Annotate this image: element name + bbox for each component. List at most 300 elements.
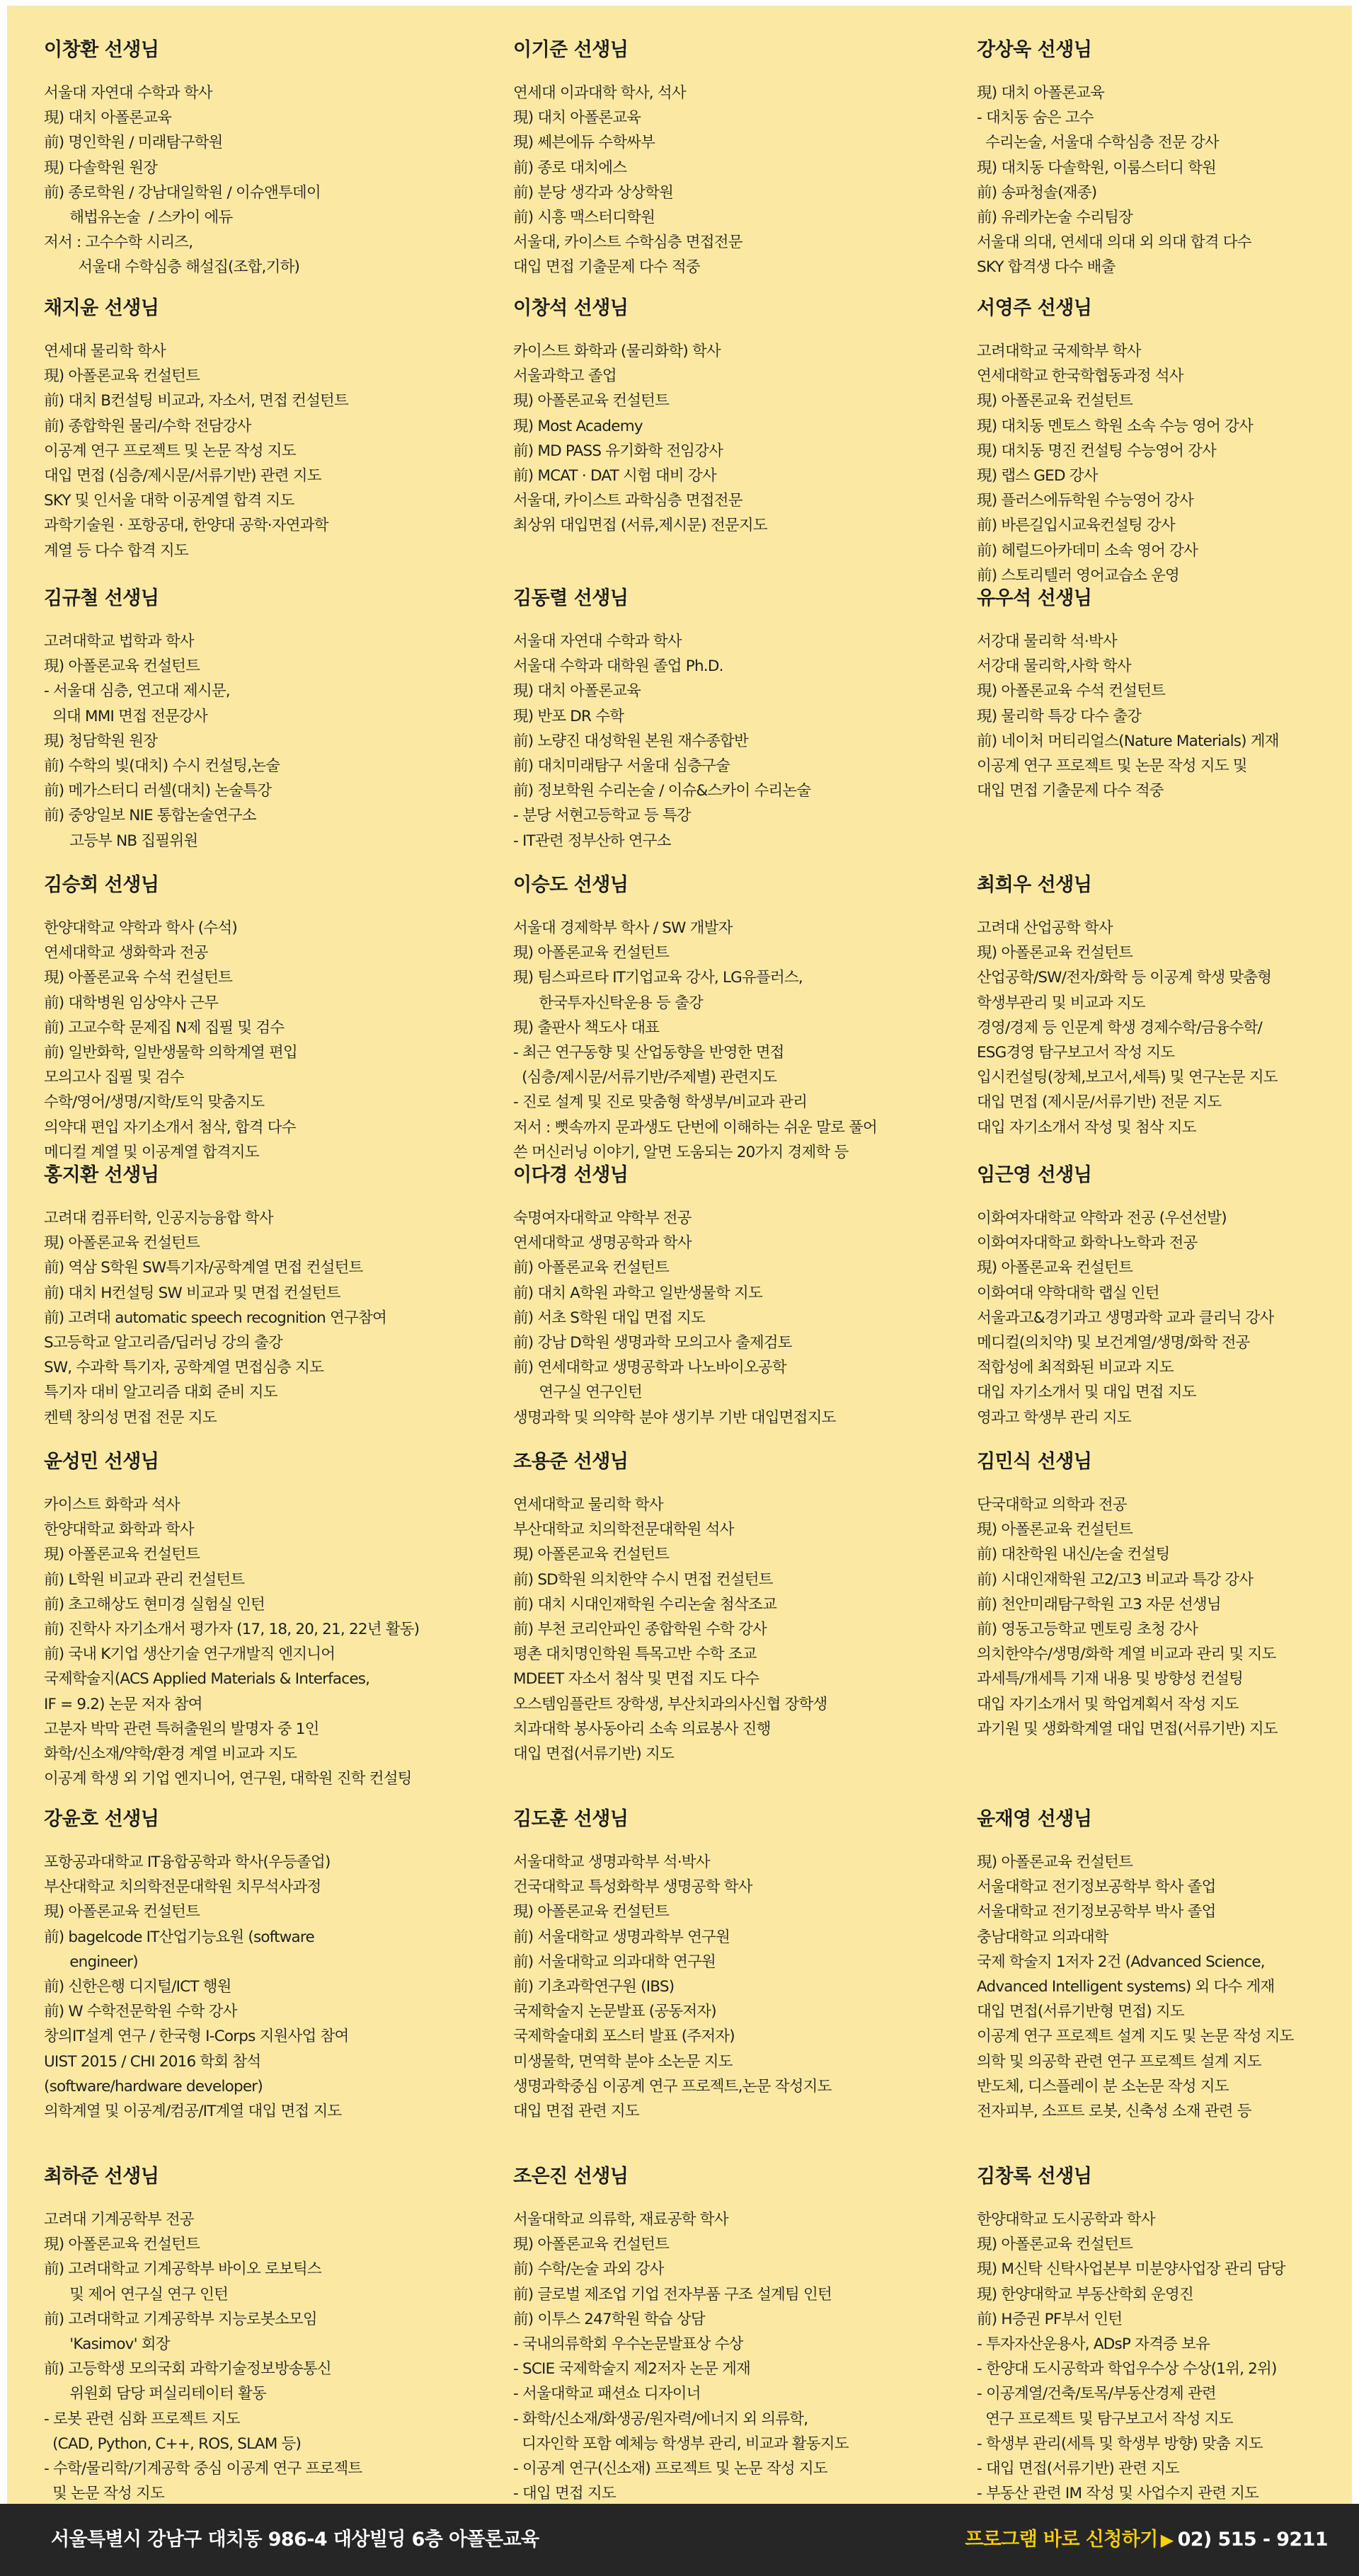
career-line: 現) 출판사 책도사 대표 <box>513 1018 660 1037</box>
teacher-name <box>44 582 504 612</box>
career-line: 연세대학교 한국학협동과정 석사 <box>977 367 1183 386</box>
career-line: 現) 대치동 명진 컨설팅 수능영어 강사 <box>977 442 1217 460</box>
career-line: 前) 일반화학, 일반생물학 의학계열 편입 <box>44 1044 297 1062</box>
career-line: 연구실 연구인턴 <box>513 1384 643 1402</box>
teacher-name <box>44 2161 504 2190</box>
teacher-career-list <box>977 81 1359 280</box>
career-line: 연세대 물리학 학사 <box>44 343 166 360</box>
career-line: 서울대, 카이스트 수학심층 면접전문 <box>513 234 742 252</box>
career-line: 現) 아폴론교육 컨설턴트 <box>44 1903 200 1921</box>
career-line: 前) 고려대학교 기계공학부 바이오 로보틱스 <box>44 2260 321 2279</box>
apply-label[interactable]: 프로그램 바로 신청하기 <box>965 2529 1158 2551</box>
career-line: 생명과학중심 이공계 연구 프로젝트,논문 작성지도 <box>513 2077 832 2095</box>
career-line: 메디컬(의치약) 및 보건계열/생명/화학 전공 <box>977 1334 1250 1352</box>
career-line: 및 논문 작성 지도 <box>44 2485 164 2503</box>
career-line: 서울대 의대, 연세대 의대 외 의대 합격 다수 <box>977 234 1251 252</box>
teacher-title-suffix: 선생님 <box>104 587 159 609</box>
teacher-career-list <box>44 1850 504 2124</box>
teacher-name-text: 김동렬 <box>513 587 568 609</box>
career-line: 이화여자대학교 약학과 전공 (우선선발) <box>977 1209 1227 1227</box>
teacher-name <box>513 869 973 899</box>
career-line: 前) W 수학전문학원 수학 강사 <box>44 2003 237 2021</box>
teacher-career-list <box>513 2207 973 2506</box>
career-line: 前) 국내 K기업 생산기술 연구개발직 엔지니어 <box>44 1645 336 1664</box>
career-line: 단국대학교 의학과 전공 <box>977 1496 1127 1514</box>
teacher-card <box>977 869 1359 1140</box>
career-line: 충남대학교 의과대학 <box>977 1928 1108 1946</box>
career-line: 서울대 자연대 수학과 학사 <box>513 633 682 650</box>
career-line: - 이공계 연구(신소재) 프로젝트 및 논문 작성 지도 <box>513 2460 827 2478</box>
teacher-card <box>44 582 504 853</box>
career-line: MDEET 자소서 첨삭 및 면접 지도 다수 <box>513 1670 759 1689</box>
career-line: 건국대학교 특성화학부 생명공학 학사 <box>513 1878 752 1897</box>
teacher-title-suffix: 선생님 <box>1037 1164 1092 1186</box>
teacher-name-text: 임근영 <box>977 1164 1031 1186</box>
career-line: 前) 수학/논술 과외 강사 <box>513 2260 664 2279</box>
career-line: 숙명여자대학교 약학부 전공 <box>513 1209 692 1227</box>
career-line: (CAD, Python, C++, ROS, SLAM 등) <box>44 2434 302 2453</box>
career-line: 의학 및 의공학 관련 연구 프로젝트 설계 지도 <box>977 2052 1261 2071</box>
career-line: 現) 아폴론교육 수석 컨설턴트 <box>44 969 233 987</box>
career-line: 前) 대치미래탐구 서울대 심층구술 <box>513 757 730 776</box>
career-line: 前) 네이처 머티리얼스(Nature Materials) 게재 <box>977 732 1279 750</box>
footer-address: 서울특별시 강남구 대치동 986-4 대상빌딩 6층 아폴론교육 <box>51 2529 539 2551</box>
teacher-name <box>513 1803 973 1833</box>
career-line: 서울대학교 의류학, 재료공학 학사 <box>513 2211 728 2229</box>
teacher-title-suffix: 선생님 <box>1037 297 1092 319</box>
career-line: 現) 팀스파르타 IT기업교육 강사, LG유플러스, <box>513 969 803 987</box>
footer-bar <box>0 2504 1359 2576</box>
career-line: 과세특/개세특 기재 내용 및 방향성 컨설팅 <box>977 1670 1244 1689</box>
career-line: 現) Most Academy <box>513 417 643 435</box>
career-line: 저서 : 뻣속까지 문과생도 단번에 이해하는 쉬운 말로 풀어 <box>513 1118 878 1137</box>
career-line: 서강대 물리학 석·박사 <box>977 633 1117 650</box>
teacher-career-list <box>513 1850 973 2124</box>
teacher-name-text: 최하준 <box>44 2166 98 2187</box>
career-line: 現) 대치동 다솔학원, 이룸스터디 학원 <box>977 159 1217 177</box>
teacher-name <box>977 292 1359 322</box>
teacher-title-suffix: 선생님 <box>104 39 159 61</box>
career-line: 화학/신소재/약학/환경 계열 비교과 지도 <box>44 1745 297 1764</box>
career-line: - 최근 연구동향 및 산업동향을 반영한 면접 <box>513 1044 784 1062</box>
teacher-title-suffix: 선생님 <box>1037 1451 1092 1473</box>
career-line: SKY 합격생 다수 배출 <box>977 258 1116 277</box>
career-line: 前) 메가스터디 러셀(대치) 논술특강 <box>44 782 272 800</box>
teacher-name-text: 김창록 <box>977 2166 1031 2187</box>
teacher-name <box>513 1446 973 1476</box>
career-line: 前) 송파청솔(재종) <box>977 183 1097 202</box>
career-line: 이공계 학생 외 기업 엔지니어, 연구원, 대학원 진학 컨설팅 <box>44 1770 412 1788</box>
career-line: 저서 : 고수수학 시리즈, <box>44 234 193 252</box>
teacher-name <box>44 1159 504 1189</box>
career-line: 과기원 및 생화학계열 대입 면접(서류기반) 지도 <box>977 1720 1278 1738</box>
teacher-career-list <box>977 1493 1359 1742</box>
career-line: 수학/영어/생명/지학/토익 맞춤지도 <box>44 1093 265 1112</box>
teacher-name <box>44 1803 504 1833</box>
career-line: 이화여대 약학대학 랩실 인턴 <box>977 1284 1159 1302</box>
teacher-name-text: 김승회 <box>44 874 98 896</box>
career-line: 前) 수학의 빛(대치) 수시 컨설팅,논술 <box>44 757 280 776</box>
teacher-title-suffix: 선생님 <box>1037 587 1092 609</box>
career-line: 전자피부, 소프트 로봇, 신축성 소재 관련 등 <box>977 2103 1251 2121</box>
career-line: 現) 한양대학교 부동산학회 운영진 <box>977 2285 1193 2304</box>
teacher-name-text: 조은진 <box>513 2166 568 2187</box>
career-line: 前) 분당 생각과 상상학원 <box>513 183 674 202</box>
career-line: 서울대 자연대 수학과 학사 <box>44 84 212 102</box>
career-line: 학생부관리 및 비교과 지도 <box>977 994 1145 1012</box>
teacher-name <box>513 34 973 64</box>
teacher-card <box>977 292 1359 588</box>
career-line: - 대치동 숨은 고수 <box>977 109 1094 127</box>
career-line: 前) 강남 D학원 생명과학 모의고사 출제검토 <box>513 1334 792 1352</box>
career-line: 서울대, 카이스트 과학심층 면접전문 <box>513 492 742 510</box>
career-line: 고려대 기계공학부 전공 <box>44 2211 194 2229</box>
career-line: 前) 영동고등학교 멘토링 초청 강사 <box>977 1621 1198 1639</box>
teacher-card <box>44 869 504 1165</box>
teacher-card <box>977 1159 1359 1430</box>
teacher-career-list <box>44 916 504 1165</box>
career-line: 前) 대치 B컨설팅 비교과, 자소서, 면접 컨설턴트 <box>44 392 348 410</box>
teacher-title-suffix: 선생님 <box>573 874 629 896</box>
career-line: 서울대 수학심층 해설집(조합,기하) <box>44 258 300 277</box>
career-line: 前) 시대인재학원 고2/고3 비교과 특강 강사 <box>977 1570 1254 1589</box>
career-line: 現) 아폴론교육 컨설턴트 <box>513 1903 670 1921</box>
career-line: 쓴 머신러닝 이야기, 알면 도움되는 20가지 경제학 등 <box>513 1143 849 1161</box>
career-line: 대입 자기소개서 및 대입 면접 지도 <box>977 1384 1196 1402</box>
career-line: 생명과학 및 의약학 분야 생기부 기반 대입면접지도 <box>513 1408 836 1427</box>
teacher-career-list <box>513 629 973 853</box>
career-line: 고려대 산업공학 학사 <box>977 919 1113 937</box>
teacher-career-list <box>977 629 1359 803</box>
career-line: 오스템임플란트 장학생, 부산치과의사신협 장학생 <box>513 1695 827 1713</box>
career-line: SKY 및 인서울 대학 이공계열 합격 지도 <box>44 492 294 510</box>
teacher-title-suffix: 선생님 <box>104 874 159 896</box>
teacher-name-text: 강상욱 <box>977 39 1031 61</box>
career-line: 부산대학교 치의학전문대학원 석사 <box>513 1521 734 1539</box>
teacher-card <box>513 1446 973 1766</box>
teacher-title-suffix: 선생님 <box>1037 39 1092 61</box>
career-line: 카이스트 화학과 (물리화학) 학사 <box>513 343 721 360</box>
career-line: UIST 2015 / CHI 2016 학회 참석 <box>44 2052 261 2071</box>
career-line: 및 제어 연구실 연구 인턴 <box>44 2285 229 2304</box>
teacher-title-suffix: 선생님 <box>573 39 629 61</box>
teacher-card <box>977 34 1359 280</box>
career-line: 서강대 물리학,사학 학사 <box>977 657 1131 676</box>
career-line: (software/hardware developer) <box>44 2077 263 2095</box>
teacher-name-text: 김규철 <box>44 587 98 609</box>
career-line: 대입 면접 (제시문/서류기반) 전문 지도 <box>977 1093 1222 1112</box>
teacher-card <box>44 1446 504 1791</box>
career-line: 現) 랩스 GED 강사 <box>977 467 1098 485</box>
career-line: 現) 아폴론교육 컨설턴트 <box>977 1521 1133 1539</box>
teacher-career-list <box>44 339 504 563</box>
teacher-career-list <box>44 2207 504 2506</box>
career-line: - 진로 설계 및 진로 맞춤형 학생부/비교과 관리 <box>513 1093 808 1112</box>
career-line: - 서울대학교 패션쇼 디자이너 <box>513 2385 701 2403</box>
career-line: 現) 아폴론교육 컨설턴트 <box>977 1853 1133 1871</box>
career-line: 前) 천안미래탐구학원 고3 자문 선생님 <box>977 1595 1221 1614</box>
career-line: - 대입 면접 지도 <box>513 2485 616 2503</box>
teacher-title-suffix: 선생님 <box>573 2166 629 2187</box>
teacher-name <box>977 1159 1359 1189</box>
teacher-title-suffix: 선생님 <box>573 1808 629 1830</box>
teacher-name <box>977 582 1359 612</box>
teacher-name <box>44 869 504 899</box>
teacher-name <box>44 292 504 322</box>
teacher-career-list <box>44 81 504 280</box>
career-line: 現) 아폴론교육 컨설턴트 <box>44 1234 200 1253</box>
teacher-name-text: 윤재영 <box>977 1808 1031 1830</box>
teacher-name-text: 서영주 <box>977 297 1031 319</box>
career-line: 이공계 연구 프로젝트 설계 지도 및 논문 작성 지도 <box>977 2028 1294 2046</box>
teacher-card <box>977 582 1359 803</box>
teacher-career-list <box>44 629 504 853</box>
career-line: 現) 아폴론교육 컨설턴트 <box>977 944 1133 962</box>
career-line: - 화학/신소재/화생공/원자력/에너지 외 의류학, <box>513 2410 808 2428</box>
career-line: 이공계 연구 프로젝트 및 논문 작성 지도 및 <box>977 757 1247 776</box>
career-line: 前) 아폴론교육 컨설턴트 <box>513 1259 670 1277</box>
career-line: 해법유논술 / 스카이 에듀 <box>44 209 233 227</box>
career-line: 최상위 대입면접 (서류,제시문) 전문지도 <box>513 517 767 535</box>
career-line: 고려대학교 국제학부 학사 <box>977 343 1141 360</box>
career-line: 現) 대치 아폴론교육 <box>513 109 641 127</box>
teacher-name <box>513 582 973 612</box>
teacher-card <box>44 1159 504 1430</box>
career-line: 평촌 대치명인학원 특목고반 수학 조교 <box>513 1645 757 1664</box>
career-line: 前) SD학원 의치한약 수시 면접 컨설턴트 <box>513 1570 773 1589</box>
career-line: 現) 대치동 멘토스 학원 소속 수능 영어 강사 <box>977 417 1254 435</box>
teacher-name <box>513 292 973 322</box>
career-line: - IT관련 정부산하 연구소 <box>513 832 671 850</box>
career-line: 위원회 담당 퍼실리테이터 활동 <box>44 2385 266 2403</box>
career-line: 前) MCAT · DAT 시험 대비 강사 <box>513 467 716 485</box>
career-line: 카이스트 화학과 석사 <box>44 1496 180 1514</box>
career-line: 現) 아폴론교육 컨설턴트 <box>513 944 670 962</box>
career-line: 국제 학술지 1저자 2건 (Advanced Science, <box>977 1953 1265 1971</box>
career-line: engineer) <box>44 1953 138 1971</box>
teacher-card <box>513 292 973 539</box>
career-line: 의약대 편입 자기소개서 첨삭, 합격 다수 <box>44 1118 296 1137</box>
career-line: 이화여자대학교 화학나노학과 전공 <box>977 1234 1198 1253</box>
teacher-name-text: 채지윤 <box>44 297 98 319</box>
teacher-card <box>977 1803 1359 2124</box>
career-line: 서울대학교 생명과학부 석·박사 <box>513 1853 710 1871</box>
career-line: 現) 아폴론교육 컨설턴트 <box>977 2236 1133 2254</box>
career-line: 現) 반포 DR 수학 <box>513 707 624 725</box>
teacher-title-suffix: 선생님 <box>104 1164 159 1186</box>
apply-link[interactable] <box>965 2524 1328 2551</box>
career-line: 前) 고교수학 문제집 N제 집필 및 검수 <box>44 1018 285 1037</box>
teacher-name <box>977 869 1359 899</box>
teacher-card <box>513 1803 973 2124</box>
career-line: 의치한약수/생명/화학 계열 비교과 관리 및 지도 <box>977 1645 1276 1664</box>
teacher-name <box>44 34 504 64</box>
career-line: 미생물학, 면역학 분야 소논문 지도 <box>513 2052 733 2071</box>
career-line: 고려대 컴퓨터학, 인공지능융합 학사 <box>44 1209 273 1227</box>
career-line: 前) 대치 시대인재학원 수리논술 첨삭조교 <box>513 1595 776 1614</box>
career-line: 前) bagelcode IT산업기능요원 (software <box>44 1928 314 1946</box>
career-line: 모의고사 집필 및 검수 <box>44 1069 184 1087</box>
teacher-name-text: 이창석 <box>513 297 568 319</box>
career-line: 現) 대치 아폴론교육 <box>44 109 172 127</box>
teacher-title-suffix: 선생님 <box>573 297 629 319</box>
career-line: (심층/제시문/서류기반/주제별) 관련지도 <box>513 1069 777 1087</box>
teacher-name-text: 김민식 <box>977 1451 1031 1473</box>
teacher-name <box>513 2161 973 2190</box>
career-line: 前) 대치 H컨설팅 SW 비교과 및 면접 컨설턴트 <box>44 1284 340 1302</box>
career-line: 대입 자기소개서 작성 및 첨삭 지도 <box>977 1118 1196 1137</box>
career-line: 現) 아폴론교육 컨설턴트 <box>513 392 670 410</box>
career-line: 부산대학교 치의학전문대학원 치무석사과정 <box>44 1878 321 1897</box>
career-line: 'Kasimov' 회장 <box>44 2335 170 2354</box>
career-line: 한양대학교 약학과 학사 (수석) <box>44 919 237 937</box>
career-line: 서울대학교 전기정보공학부 학사 졸업 <box>977 1878 1216 1897</box>
teacher-card <box>44 34 504 280</box>
career-line: 前) 스토리텔러 영어교습소 운영 <box>977 566 1180 585</box>
career-line: 서울대 경제학부 학사 / SW 개발자 <box>513 919 733 937</box>
career-line: 서울과학고 졸업 <box>513 367 617 386</box>
career-line: 前) 대치 A학원 과학고 일반생물학 지도 <box>513 1284 762 1302</box>
career-line: - 수학/물리학/기계공학 중심 이공계 연구 프로젝트 <box>44 2460 362 2478</box>
career-line: - 학생부 관리(세특 및 학생부 방향) 맞춤 지도 <box>977 2434 1263 2453</box>
career-line: 과학기술원 · 포항공대, 한양대 공학·자연과학 <box>44 517 328 535</box>
career-line: 現) 물리학 특강 다수 출강 <box>977 707 1142 725</box>
teacher-name-text: 유우석 <box>977 587 1031 609</box>
teacher-name-text: 조용준 <box>513 1451 568 1473</box>
career-line: 이공계 연구 프로젝트 및 논문 작성 지도 <box>44 442 296 460</box>
career-line: 前) 헤럴드아카데미 소속 영어 강사 <box>977 541 1198 560</box>
career-line: 대입 면접 기출문제 다수 적중 <box>513 258 700 277</box>
teacher-name-text: 윤성민 <box>44 1451 98 1473</box>
teacher-career-list <box>513 1206 973 1430</box>
career-line: 국제학술지(ACS Applied Materials & Interfaces, <box>44 1670 370 1689</box>
teacher-name-text: 강윤호 <box>44 1808 98 1830</box>
career-line: 메디컬 계열 및 이공계열 합격지도 <box>44 1143 259 1161</box>
career-line: 디자인학 포함 예체능 학생부 관리, 비교과 활동지도 <box>513 2434 849 2453</box>
teacher-title-suffix: 선생님 <box>104 1451 159 1473</box>
career-line: 한양대학교 화학과 학사 <box>44 1521 194 1539</box>
career-line: 前) 종로 대치에스 <box>513 159 627 177</box>
career-line: 前) 고등학생 모의국회 과학기술정보방송통신 <box>44 2360 331 2379</box>
teacher-card <box>513 34 973 280</box>
career-line: - SCIE 국제학술지 제2저자 논문 게재 <box>513 2360 751 2379</box>
career-line: 現) 플러스에듀학원 수능영어 강사 <box>977 492 1193 510</box>
career-line: - 투자자산운용사, ADsP 자격증 보유 <box>977 2335 1210 2354</box>
career-line: 現) 대치 아폴론교육 <box>977 84 1105 102</box>
career-line: 특기자 대비 알고리즘 대회 준비 지도 <box>44 1384 277 1402</box>
career-line: 대입 면접 (심층/제시문/서류기반) 관련 지도 <box>44 467 321 485</box>
career-line: - 이공계열/건축/토목/부동산경제 관련 <box>977 2385 1216 2403</box>
teacher-career-list <box>977 339 1359 588</box>
career-line: - 로봇 관련 심화 프로젝트 지도 <box>44 2410 240 2428</box>
career-line: 前) 서울대학교 생명과학부 연구원 <box>513 1928 730 1946</box>
career-line: 연구 프로젝트 및 탐구보고서 작성 지도 <box>977 2410 1233 2428</box>
teacher-career-list <box>513 916 973 1165</box>
career-line: 고등부 NB 집필위원 <box>44 832 198 850</box>
career-line: 現) 청담학원 원장 <box>44 732 158 750</box>
career-line: 前) 노량진 대성학원 본원 재수종합반 <box>513 732 748 750</box>
teacher-career-list <box>977 1850 1359 2124</box>
teacher-title-suffix: 선생님 <box>104 297 159 319</box>
career-line: 前) 역삼 S학원 SW특기자/공학계열 면접 컨설턴트 <box>44 1259 363 1277</box>
career-line: 前) 대찬학원 내신/논술 컨설팅 <box>977 1546 1170 1564</box>
career-line: 前) 신한은행 디지털/ICT 행원 <box>44 1978 231 1996</box>
career-line: ESG경영 탐구보고서 작성 지도 <box>977 1044 1175 1062</box>
career-line: 국제학술지 논문발표 (공동저자) <box>513 2003 716 2021</box>
teacher-career-list <box>977 1206 1359 1430</box>
teacher-card <box>44 292 504 563</box>
career-line: 서울과고&경기과고 생명과학 교과 클리닉 강사 <box>977 1309 1274 1327</box>
teacher-name <box>977 34 1359 64</box>
career-line: 산업공학/SW/전자/화학 등 이공계 학생 맞춤형 <box>977 969 1272 987</box>
career-line: 대입 면접 기출문제 다수 적중 <box>977 782 1164 800</box>
career-line: 수리논술, 서울대 수학심층 전문 강사 <box>977 134 1219 152</box>
career-line: 연세대 이과대학 학사, 석사 <box>513 84 686 102</box>
teacher-card <box>977 2161 1359 2506</box>
career-line: 前) 대학병원 임상약사 근무 <box>44 994 219 1012</box>
career-line: 한양대학교 도시공학과 학사 <box>977 2211 1155 2229</box>
career-line: SW, 수과학 특기자, 공학계열 면접심층 지도 <box>44 1359 324 1377</box>
teacher-title-suffix: 선생님 <box>573 1451 629 1473</box>
career-line: 現) 아폴론교육 컨설턴트 <box>513 1546 670 1564</box>
career-line: 前) 고려대 automatic speech recognition 연구참여 <box>44 1309 386 1327</box>
career-line: 現) 아폴론교육 컨설턴트 <box>44 367 200 386</box>
career-line: 영과고 학생부 관리 지도 <box>977 1408 1131 1427</box>
career-line: 적합성에 최적화된 비교과 지도 <box>977 1359 1174 1377</box>
career-line: 現) M신탁 신탁사업본부 미분양사업장 관리 담당 <box>977 2260 1285 2279</box>
teacher-career-list <box>977 2207 1359 2506</box>
career-line: 現) 다솔학원 원장 <box>44 159 158 177</box>
teacher-card <box>513 869 973 1165</box>
teacher-card <box>44 1803 504 2124</box>
teacher-career-list <box>977 916 1359 1140</box>
teacher-title-suffix: 선생님 <box>104 1808 159 1830</box>
career-line: 계열 등 다수 합격 지도 <box>44 541 188 560</box>
career-line: 前) 글로벌 제조업 기업 전자부품 구조 설계팀 인턴 <box>513 2285 832 2304</box>
career-line: 前) 부천 코리안파인 종합학원 수학 강사 <box>513 1621 767 1639</box>
career-line: - 한양대 도시공학과 학업우수상 수상(1위, 2위) <box>977 2360 1277 2379</box>
career-line: 고분자 박막 관련 특허출원의 발명자 중 1인 <box>44 1720 319 1738</box>
career-line: 現) 아폴론교육 컨설턴트 <box>44 2236 200 2254</box>
career-line: 켄텍 창의성 면접 전문 지도 <box>44 1408 217 1427</box>
teacher-title-suffix: 선생님 <box>573 1164 629 1186</box>
teacher-career-list <box>513 81 973 280</box>
teacher-card <box>513 2161 973 2506</box>
teacher-name-text: 홍지환 <box>44 1164 98 1186</box>
career-line: 前) 명인학원 / 미래탐구학원 <box>44 134 223 152</box>
career-line: 現) 쎄븐에듀 수학싸부 <box>513 134 655 152</box>
teacher-title-suffix: 선생님 <box>1037 2166 1092 2187</box>
career-line: 경영/경제 등 인문계 학생 경제수학/금융수학/ <box>977 1018 1262 1037</box>
teacher-name-text: 최희우 <box>977 874 1031 896</box>
play-arrow-icon: ▶ <box>1160 2530 1174 2550</box>
career-line: 現) 아폴론교육 컨설턴트 <box>977 392 1133 410</box>
career-line: 前) 이투스 247학원 학습 상담 <box>513 2310 705 2328</box>
career-line: 前) 유레카논술 수리팀장 <box>977 209 1133 227</box>
career-line: 연세대학교 생명공학과 학사 <box>513 1234 692 1253</box>
teacher-name <box>513 1159 973 1189</box>
career-line: 前) 중앙일보 NIE 통합논술연구소 <box>44 807 256 825</box>
career-line: 前) 기초과학연구원 (IBS) <box>513 1978 675 1996</box>
teacher-name <box>977 2161 1359 2190</box>
career-line: 現) 아폴론교육 컨설턴트 <box>44 657 200 676</box>
career-line: - 국내의류학회 우수논문발표상 수상 <box>513 2335 743 2354</box>
teacher-name-text: 이창환 <box>44 39 98 61</box>
career-line: 前) 종로학원 / 강남대일학원 / 이슈앤투데이 <box>44 183 321 202</box>
teacher-career-list <box>44 1493 504 1791</box>
teacher-card <box>513 582 973 853</box>
career-line: 대입 면접(서류기반) 지도 <box>513 1745 674 1764</box>
